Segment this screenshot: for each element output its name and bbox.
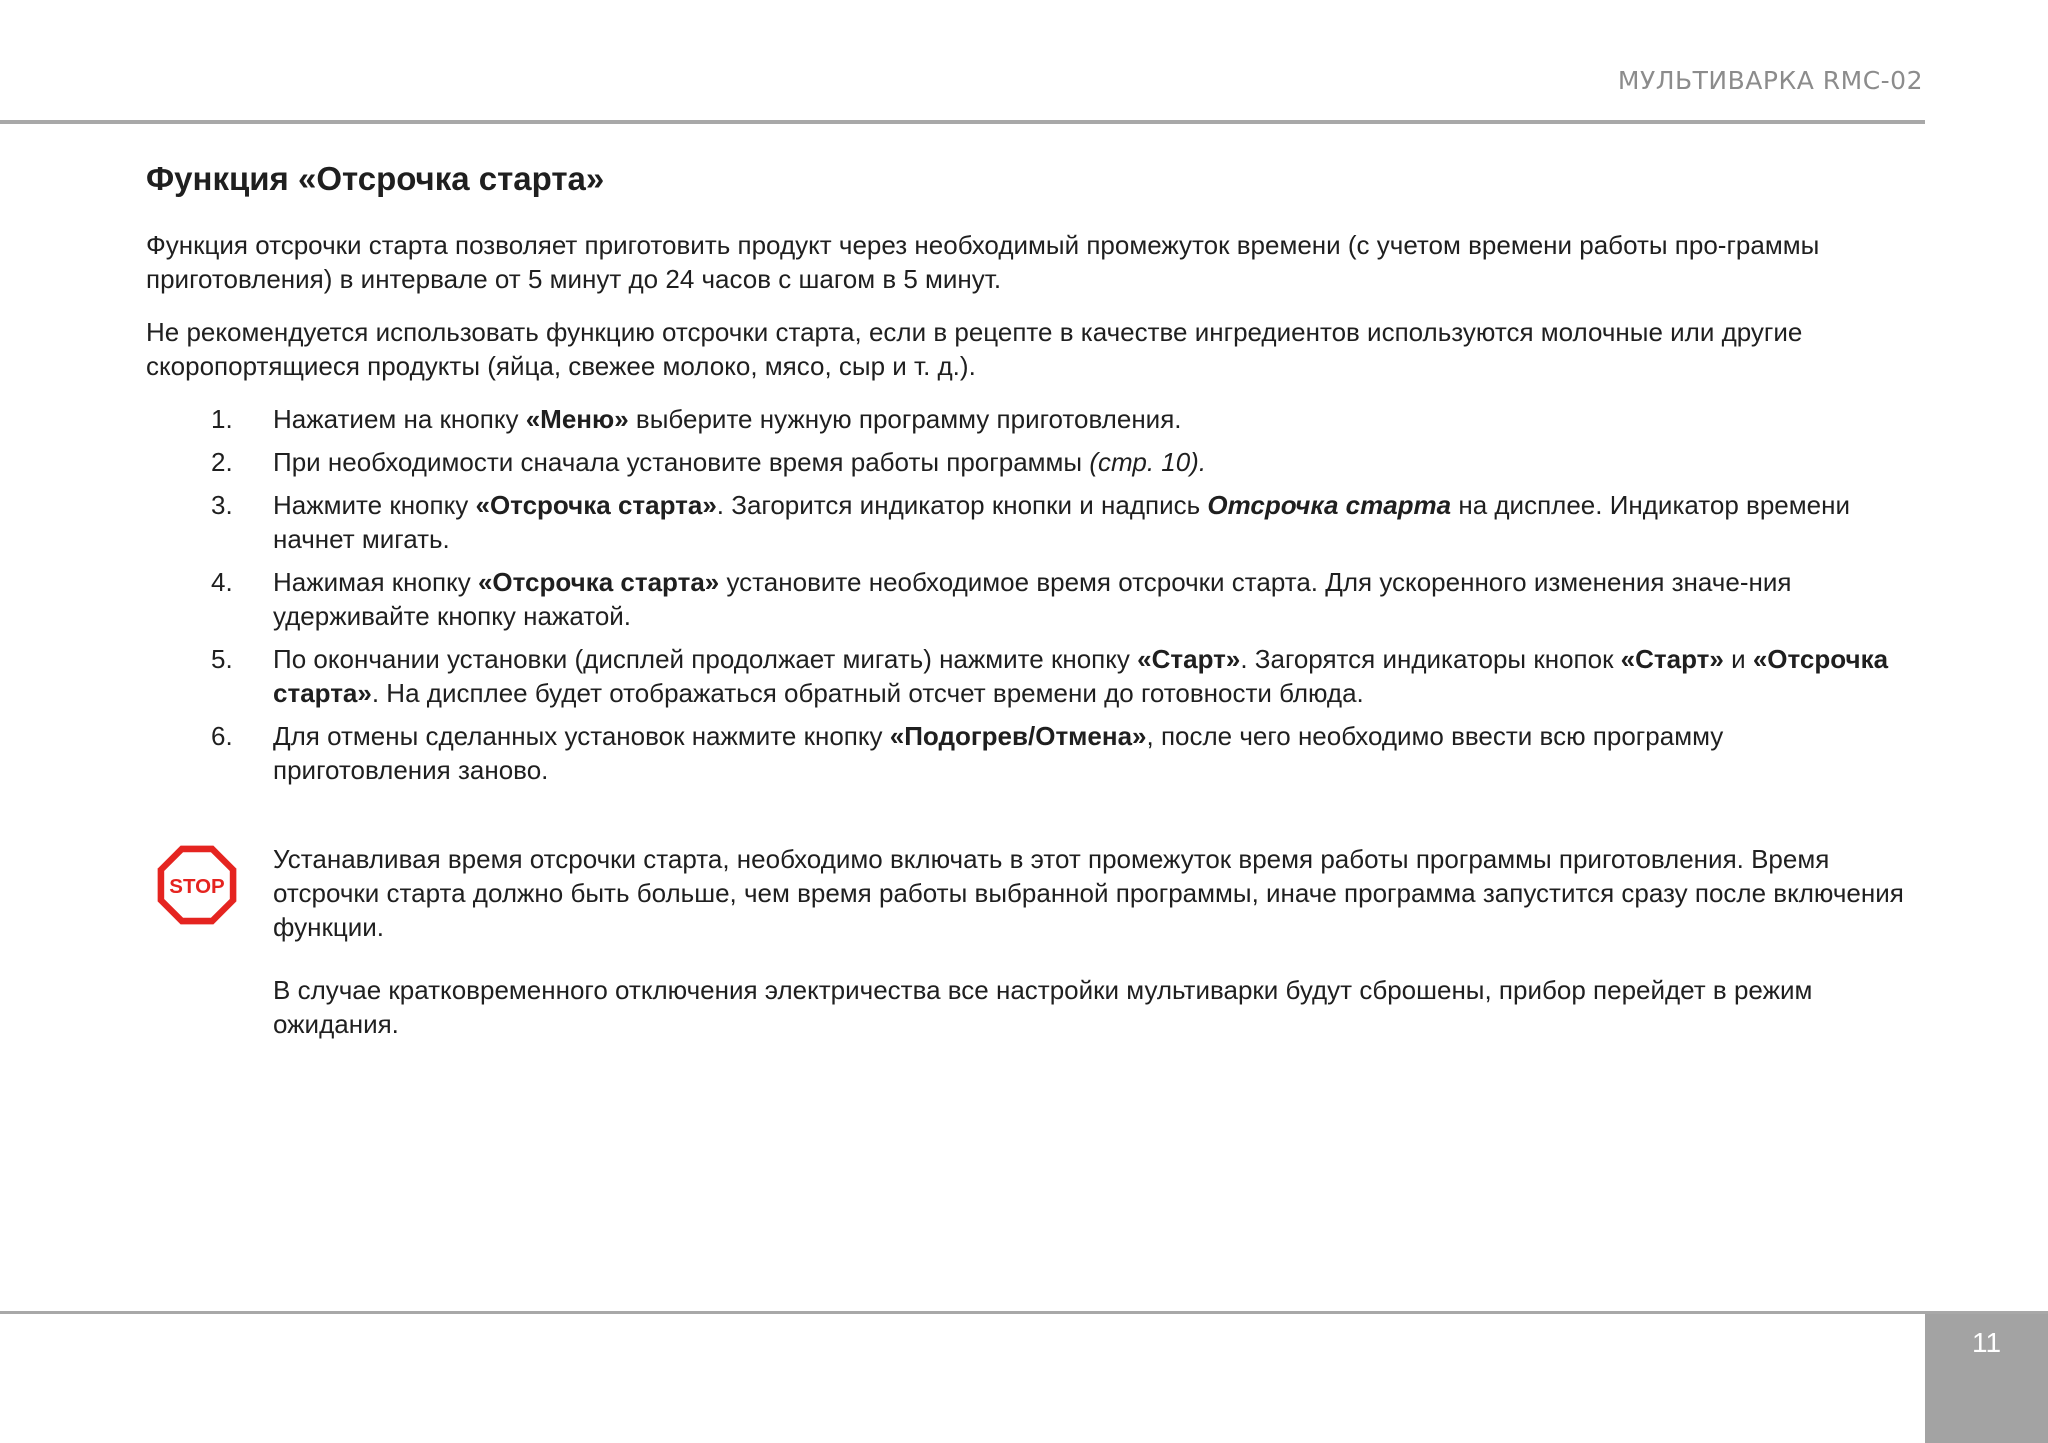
step-text: Нажмите кнопку	[273, 490, 476, 520]
stop-sign-icon	[156, 844, 238, 926]
list-item	[146, 488, 1906, 556]
step-text: на дисплее. Индикатор времени начнет мигать.	[273, 490, 1850, 554]
display-label: Отсрочка старта	[1207, 490, 1452, 520]
steps-list	[146, 402, 1906, 787]
button-name: «Старт»	[1620, 644, 1724, 674]
step-text: . Загорятся индикаторы кнопок	[1240, 644, 1621, 674]
step-text: При необходимости сначала установите время работы программы	[273, 447, 1090, 477]
step-number: 1.	[211, 404, 233, 434]
header-divider	[0, 120, 1925, 124]
button-name: «Старт»	[1137, 644, 1241, 674]
step-number: 3.	[211, 490, 233, 520]
list-item	[146, 445, 1906, 479]
button-name: «Отсрочка старта»	[477, 567, 720, 597]
step-text: . Загорится индикатор кнопки и надпись	[716, 490, 1208, 520]
step-text: установите необходимое время отсрочки старта. Для ускоренного изменения значе-ния удерживайте кнопку нажатой.	[273, 567, 1792, 631]
step-text: Нажимая кнопку	[273, 567, 478, 597]
button-name: «Отсрочка старта»	[475, 490, 717, 520]
list-item	[146, 565, 1906, 633]
step-text: Нажатием на кнопку	[273, 404, 526, 434]
step-text: . На дисплее будет отображаться обратный отсчет времени до готовности блюда.	[371, 678, 1364, 708]
footer-divider	[0, 1311, 2048, 1314]
step-number: 4.	[211, 567, 233, 597]
page-reference: (стр. 10).	[1089, 447, 1207, 477]
list-item	[146, 719, 1906, 787]
step-text: , после чего необходимо ввести всю программу приготовления заново.	[273, 721, 1724, 785]
step-text: выберите нужную программу приготовления.	[628, 404, 1182, 434]
button-name: «Меню»	[525, 404, 629, 434]
step-text: и	[1723, 644, 1753, 674]
step-number: 5.	[211, 644, 233, 674]
page-content	[146, 158, 1906, 1070]
warning-block	[146, 842, 1906, 1041]
button-name: «Подогрев/Отмена»	[889, 721, 1147, 751]
button-name: «Отсрочка старта»	[273, 644, 1889, 708]
warning-note: В случае кратковременного отключения электричества все настройки мультиварки будут сброшены, прибор перейдет в режим ожидания.	[273, 975, 1813, 1039]
step-text: По окончании установки (дисплей продолжает мигать) нажмите кнопку	[273, 644, 1138, 674]
warning-paragraph: Не рекомендуется использовать функцию отсрочки старта, если в рецепте в качестве ингредиентов используются молочные или другие скоропортящиеся продукты (яйца, свежее молоко, мясо, сыр и т. д.).	[146, 317, 1803, 381]
intro-paragraph: Функция отсрочки старта позволяет приготовить продукт через необходимый промежуток времени (с учетом времени работы про-граммы приготовления) в интервале от 5 минут до 24 часов с шагом в 5 минут.	[146, 230, 1820, 294]
list-item	[146, 642, 1906, 710]
section-title: Функция «Отсрочка старта»	[146, 160, 605, 197]
list-item	[146, 402, 1906, 436]
warning-note: Устанавливая время отсрочки старта, необходимо включать в этот промежуток время работы программы приготовления. Время отсрочки старта должно быть больше, чем время работы выбранной программы, иначе программа запустится сразу после включения функции.	[273, 844, 1904, 942]
manual-header-title: МУЛЬТИВАРКА RMC-02	[1617, 66, 1923, 95]
stop-sign-label: STOP	[169, 875, 225, 899]
step-number: 2.	[211, 447, 233, 477]
page-number: 11	[1925, 1314, 2048, 1443]
step-text: Для отмены сделанных установок нажмите кнопку	[273, 721, 890, 751]
step-number: 6.	[211, 721, 233, 751]
